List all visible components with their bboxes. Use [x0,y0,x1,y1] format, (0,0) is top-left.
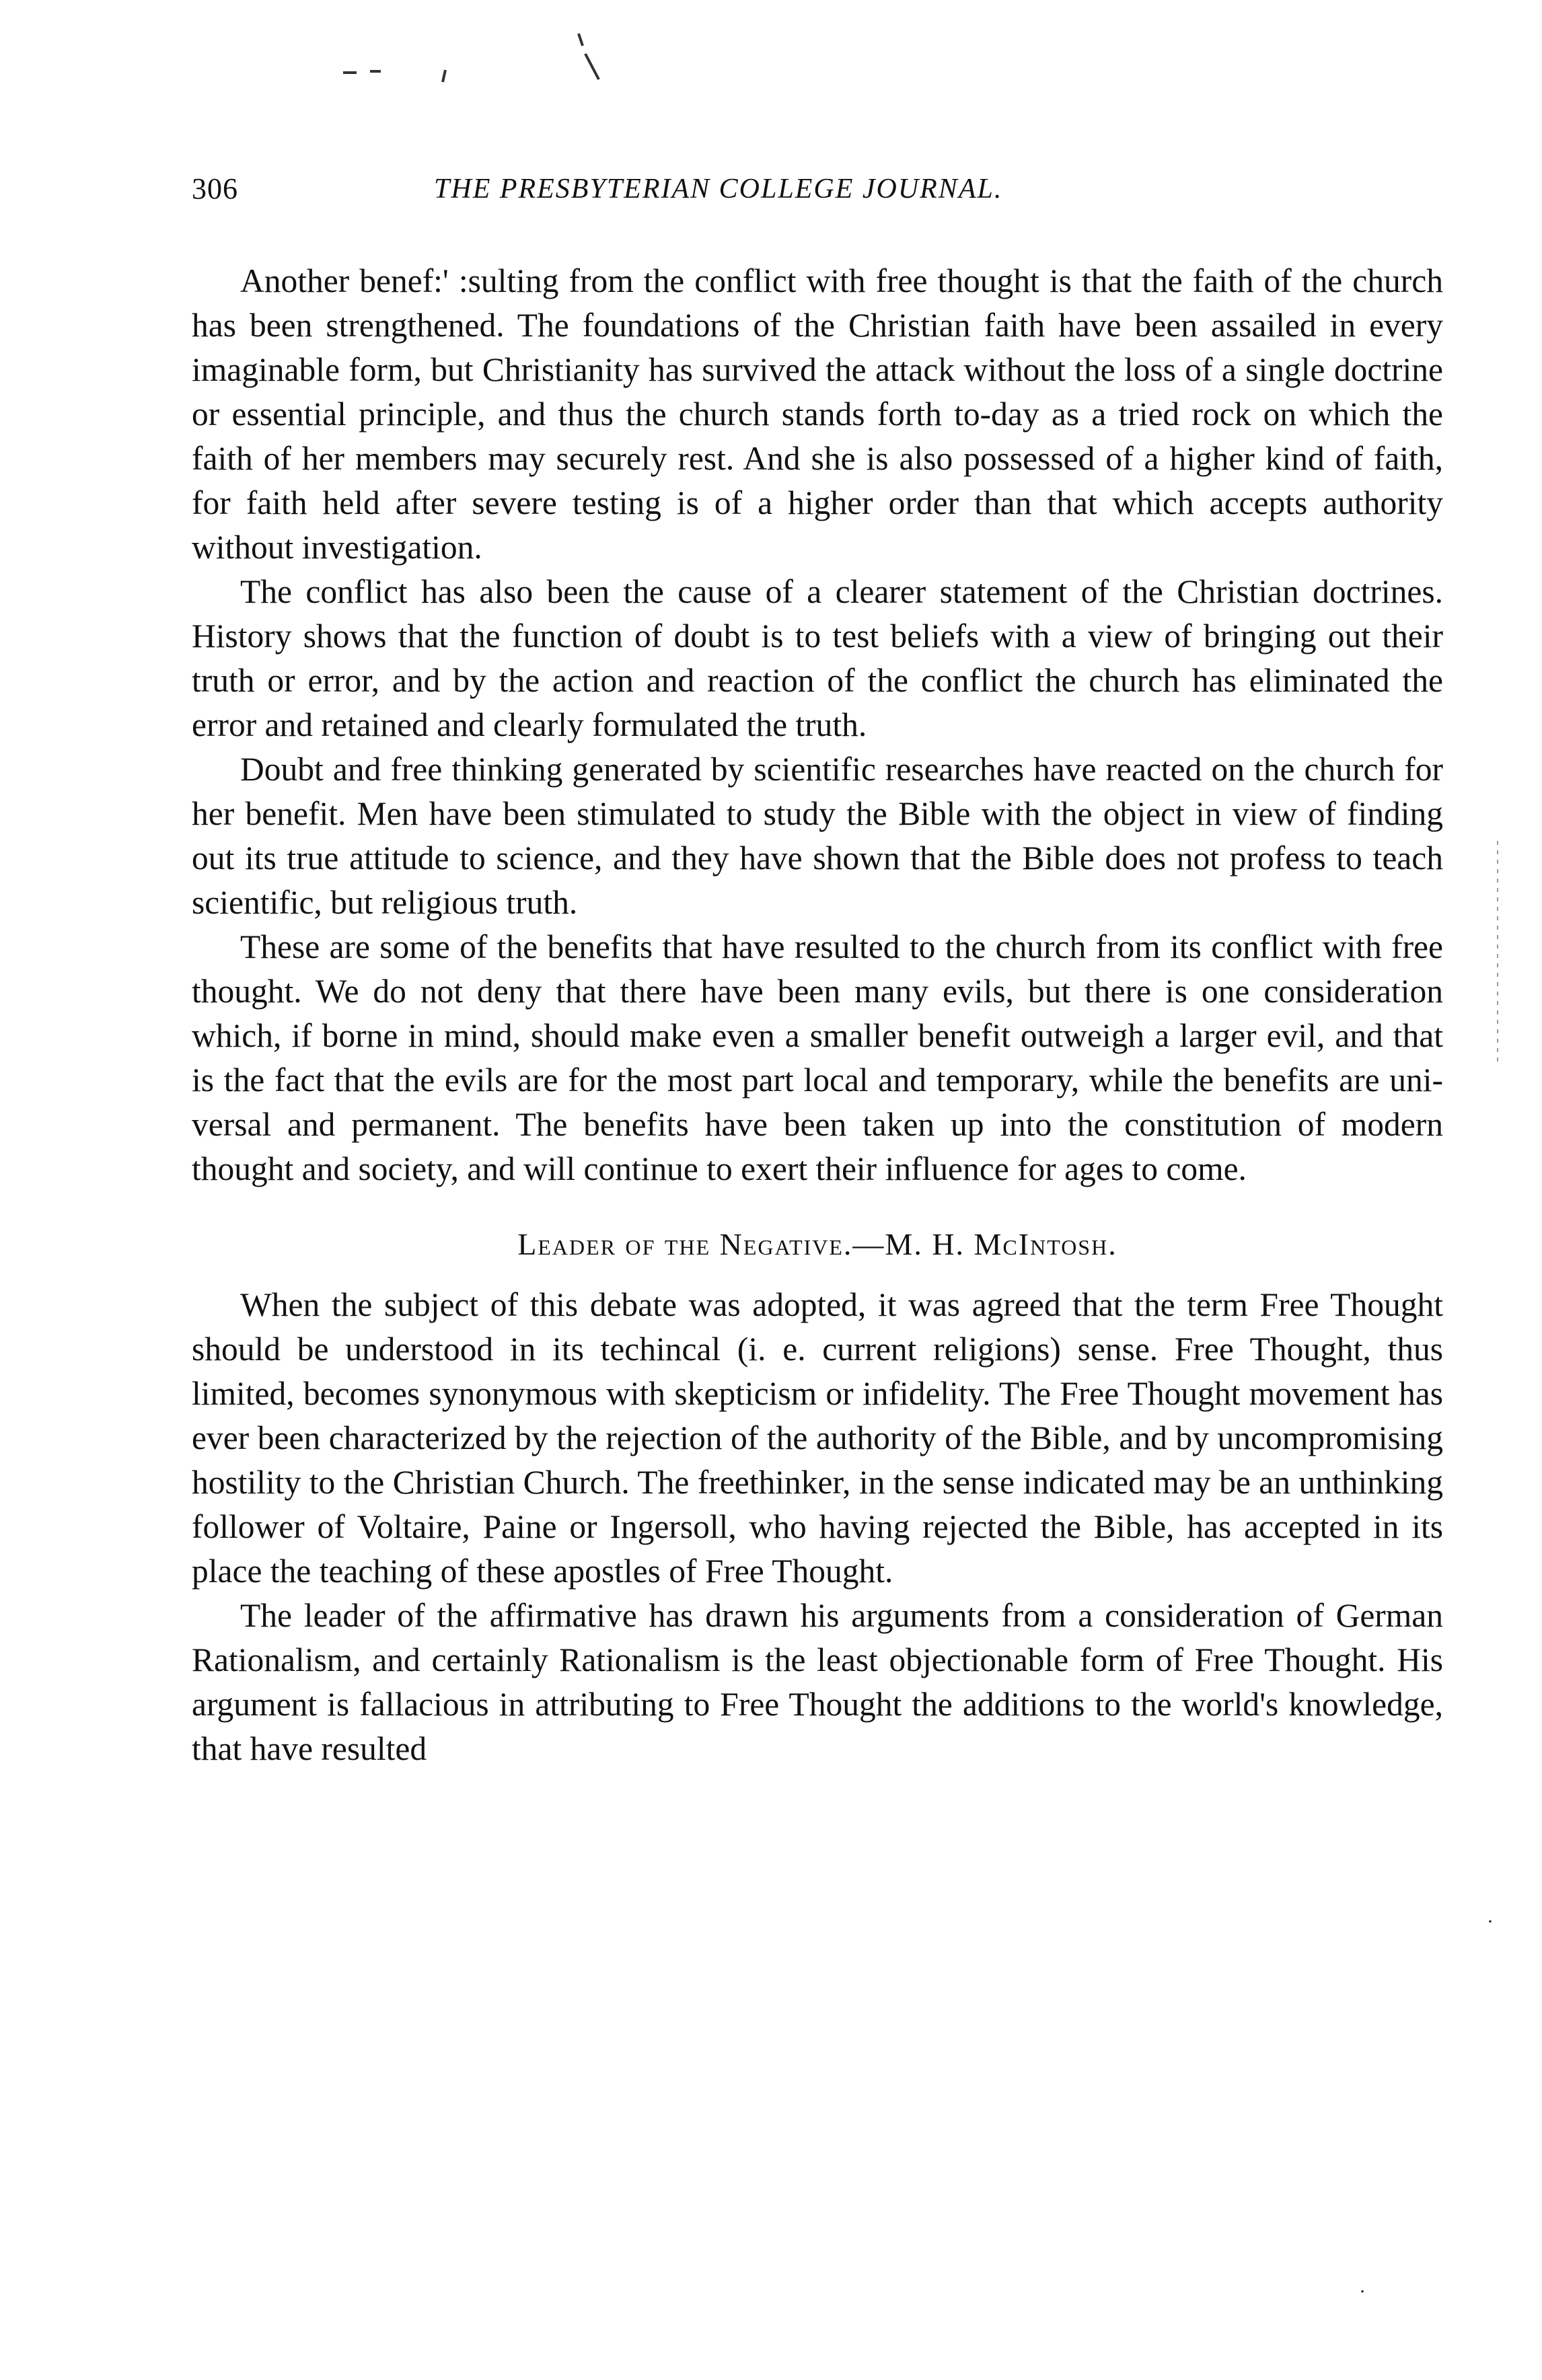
scan-artifact-marks [316,27,720,87]
paragraph: When the subject of this debate was adopted, it was agreed that the term Free Thought should be understood in its techincal (i. e. current religions) sense. Free Thought, thus limited, becomes synonymous with skepticism or infidelity. The Free Thought movement has ever been characterized by the rejection of the authority of the Bible, and by uncompromising hostility to the Christian Church. The freethinker, in the sense indicated may be an unthinking follower of Voltaire, Paine or Ingersoll, who having rejected the Bible, has accepted in its place the teaching of these apostles of Free Thought. [192,1286,1443,1590]
section-heading: Leader of the Negative.—M. H. McIntosh. [517,1227,1117,1261]
page-edge-shadow [1497,841,1498,1063]
paragraph: These are some of the benefits that have resulted to the church from its conflict with free thought. We do not deny that there have been many evils, but there is one consideration which, if borne in mind, should make even a smaller benefit outweigh a larger evil, and that is the fact that the evils are for the most part local and temporary, while the benefits are universal and permanent. The benefits have been taken up into the constitution of modern thought and society, and will continue to exert their influence for ages to come. [192,928,1443,1187]
running-header [192,172,1443,219]
margin-dot: · [1359,2280,1366,2303]
paragraph: Another benef:' :sulting from the conflict with free thought is that the faith of the church has been strengthened. The foundations of the Christian faith have been assailed in every imaginable form, but Christianity has survived the attack without the loss of a single doctrine or essential principle, and thus the church stands forth to-day as a tried rock on which the faith of her members may securely rest. And she is also possessed of a higher kind of faith, for faith held after severe testing is of a higher order than that which accepts authority without investigation. [192,262,1443,566]
page-number: 306 [192,172,238,205]
running-title: THE PRESBYTERIAN COLLEGE JOURNAL. [434,174,1003,204]
paragraph: Doubt and free thinking generated by scientific researches have reacted on the church for her benefit. Men have been stimulated to study the Bible with the object in view of finding out its true attitude to science, and they have shown that the Bible does not profess to teach scientific, but religious truth. [192,751,1443,921]
margin-dot: · [1487,1910,1494,1933]
paragraph: The conflict has also been the cause of a clearer statement of the Christian doctrines. History shows that the function of doubt is to test beliefs with a view of bringing out their truth or error, and by the action and reaction of the conflict the church has eliminated the error and retained and clearly formulated the truth. [192,573,1443,743]
article-body [192,259,1443,1771]
paragraph: The leader of the affirmative has drawn his arguments from a consideration of German Rationalism, and certainly Rationalism is the least objectionable form of Free Thought. His argument is fallacious in attributing to Free Thought the additions to the world's knowledge, that have resulted [192,1597,1443,1767]
